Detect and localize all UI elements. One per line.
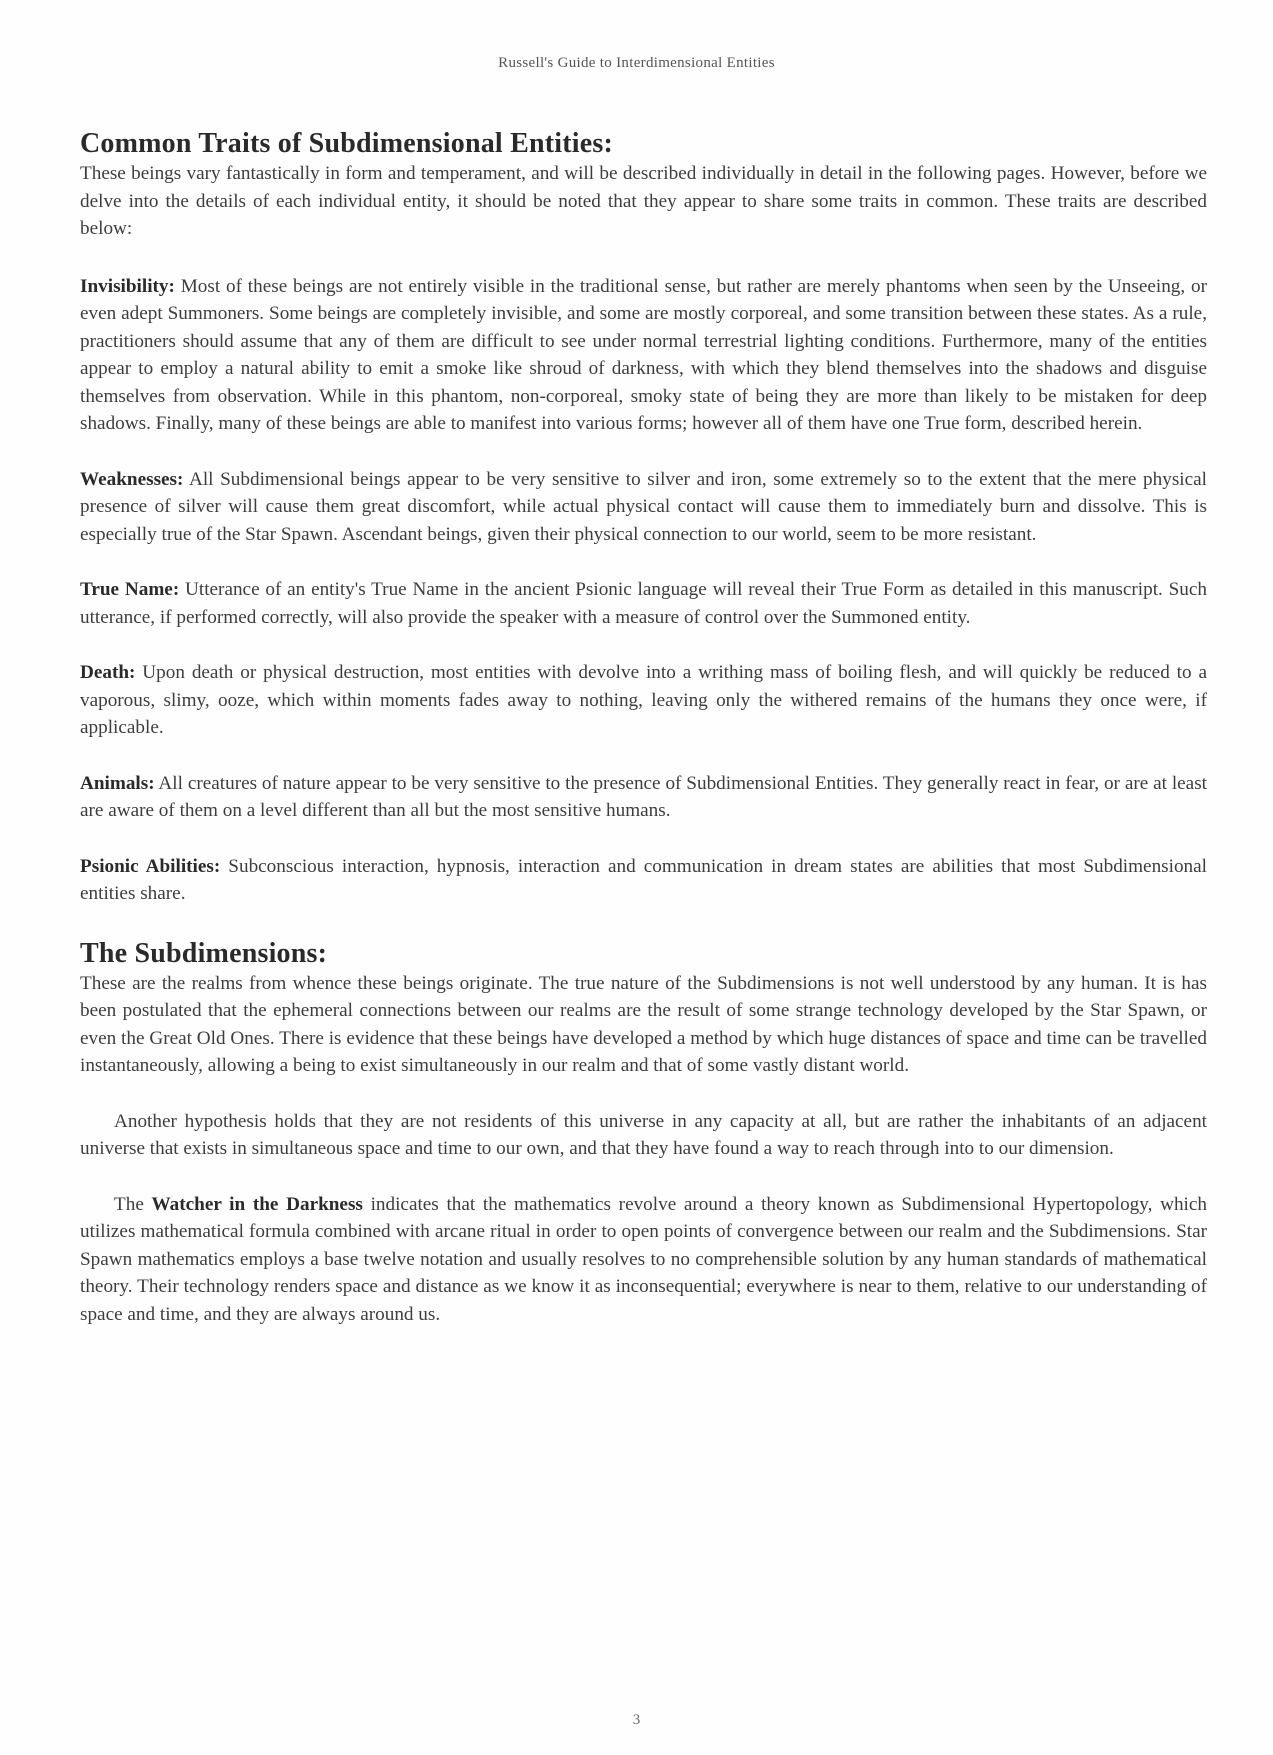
trait-invisibility — [80, 273, 1207, 438]
trait-term: Death: — [80, 662, 136, 683]
trait-term: Weaknesses: — [80, 468, 184, 490]
page-content — [80, 128, 1207, 1328]
spacer — [80, 1163, 1207, 1191]
section-heading-common-traits: Common Traits of Subdimensional Entities: — [80, 128, 614, 159]
spacer — [80, 742, 1207, 770]
running-header: Russell's Guide to Interdimensional Entities — [498, 55, 775, 71]
trait-term: True Name: — [80, 579, 180, 600]
subdimensions-paragraph-1: These are the realms from whence these beings originate. The true nature of the Subdimensions is not well understood by any human. It is has been postulated that the ephemeral connections between our realms are the result of some strange technology developed by the Star Spawn, or even the Great Old Ones. There is evidence that these beings have developed a method by which huge distances of space and time can be travelled instantaneously, allowing a being to exist simultaneously in our realm and that of some vastly distant world. — [80, 972, 1207, 1076]
para-text: The — [114, 1193, 152, 1215]
spacer — [80, 243, 1207, 273]
trait-text: Subconscious interaction, hypnosis, interaction and communication in dream states are abilities that most Subdimensional entities share. — [80, 855, 1207, 904]
page-number: 3 — [632, 1712, 641, 1728]
section-heading-subdimensions: The Subdimensions: — [80, 937, 328, 969]
trait-term: Invisibility: — [80, 275, 175, 297]
trait-term: Animals: — [80, 772, 155, 794]
trait-text: Most of these beings are not entirely visible in the traditional sense, but rather are merely phantoms when seen by the Unseeing, or even adept Summoners. Some beings are completely invisible, and some are mostly corporeal, and some transition between these states. As a rule, practitioners should assume that any of them are difficult to see under normal terrestrial lighting conditions. Furthermore, many of the entities appear to employ a natural ability to emit a smoke like shroud of darkness, with which they blend themselves into the shadows and disguise themselves from observation. While in this phantom, non-corporeal, smoky state of being they are more than likely to be mistaken for deep shadows. Finally, many of these beings are able to manifest into various forms; however all of them have one True form, described herein. — [80, 275, 1207, 434]
spacer — [80, 1080, 1207, 1108]
spacer — [80, 631, 1207, 659]
watcher-term: Watcher in the Darkness — [151, 1193, 363, 1215]
trait-death — [80, 659, 1207, 742]
spacer — [80, 825, 1207, 853]
subdimensions-paragraph-2: Another hypothesis holds that they are not residents of this universe in any capacity at all, but are rather the inhabitants of an adjacent universe that exists in simultaneous space and time to our own, and that they have found a way to reach through into to our dimension. — [80, 1110, 1207, 1159]
intro-paragraph: These beings vary fantastically in form and temperament, and will be described individually in detail in the following pages. However, before we delve into the details of each individual entity, it should be noted that they appear to share some traits in common. These traits are described below: — [80, 163, 1207, 239]
subdimensions-paragraph-3 — [80, 1191, 1207, 1329]
trait-weaknesses — [80, 466, 1207, 549]
trait-animals — [80, 770, 1207, 825]
trait-text: All creatures of nature appear to be very sensitive to the presence of Subdimensional Entities. They generally react in fear, or are at least are aware of them on a level different than all but the most sensitive humans. — [80, 772, 1207, 821]
trait-term: Psionic Abilities: — [80, 855, 221, 877]
para-text: indicates that the mathematics revolve around a theory known as Subdimensional Hypertopology, which utilizes mathematical formula combined with arcane ritual in order to open points of convergence between our realm and the Subdimensions. Star Spawn mathematics employs a base twelve notation and usually resolves to no comprehensible solution by any human standards of mathematical theory. Their technology renders space and distance as we know it as inconsequential; everywhere is near to them, relative to our understanding of space and time, and they are always around us. — [80, 1193, 1207, 1325]
trait-text: Upon death or physical destruction, most entities with devolve into a writhing mass of boiling flesh, and will quickly be reduced to a vaporous, slimy, ooze, which within moments fades away to nothing, leaving only the withered remains of the humans they once were, if applicable. — [80, 662, 1207, 738]
trait-text: Utterance of an entity's True Name in the ancient Psionic language will reveal their True Form as detailed in this manuscript. Such utterance, if performed correctly, will also provide the speaker with a measure of control over the Summoned entity. — [80, 579, 1207, 628]
spacer — [80, 438, 1207, 466]
trait-text: All Subdimensional beings appear to be very sensitive to silver and iron, some extremely so to the extent that the mere physical presence of silver will cause them great discomfort, while actual physical contact will cause them to immediately burn and dissolve. This is especially true of the Star Spawn. Ascendant beings, given their physical connection to our world, seem to be more resistant. — [80, 468, 1207, 545]
trait-psionic-abilities — [80, 853, 1207, 908]
trait-true-name — [80, 576, 1207, 631]
spacer — [80, 548, 1207, 576]
